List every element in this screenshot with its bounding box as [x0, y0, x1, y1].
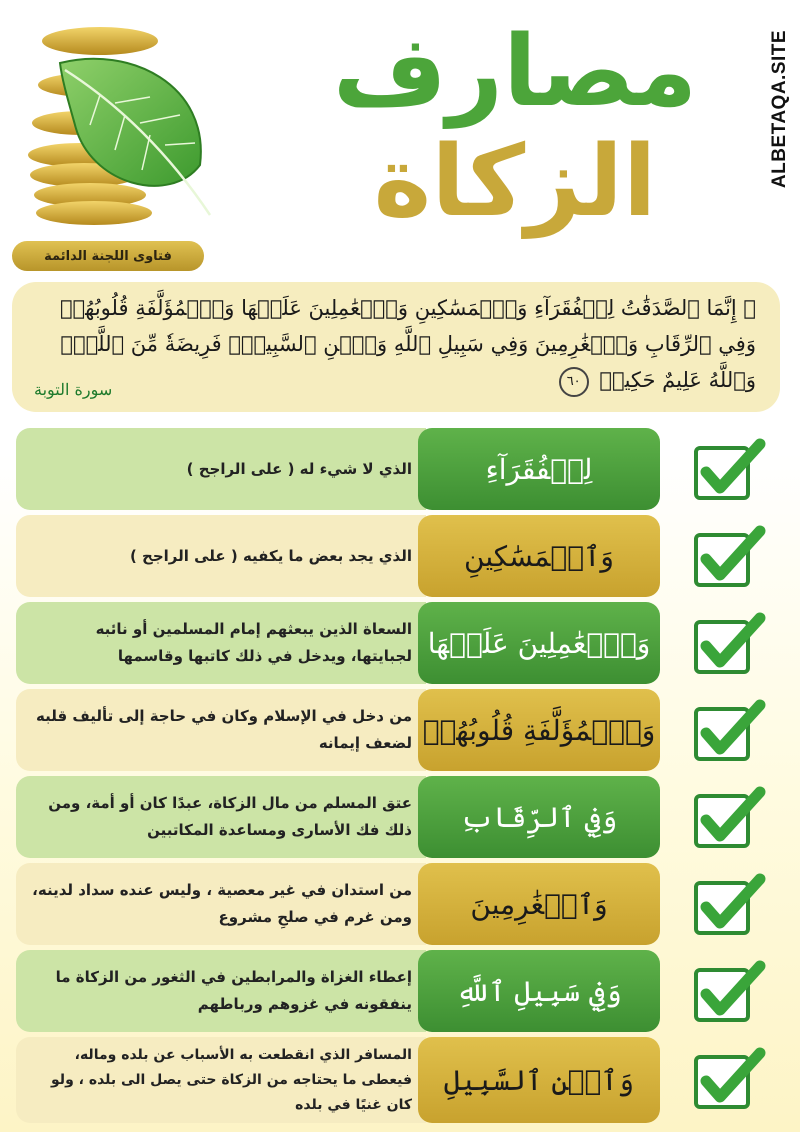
recipient-term: وَٱلۡمُؤَلَّفَةِ قُلُوبُهُمۡ [418, 689, 660, 771]
recipient-row-wayfarer [16, 1037, 660, 1123]
recipient-term: وَفِي سَبِيلِ ٱللَّهِ [418, 950, 660, 1032]
recipient-row-poor [16, 428, 660, 510]
recipient-description: عتق المسلم من مال الزكاة، عبدًا كان أو أمة، ومن ذلك فك الأسارى ومساعدة المكاتبين [16, 776, 426, 858]
coins-leaf-logo [20, 15, 220, 235]
recipient-description: إعطاء الغزاة والمرابطين في الثغور من الزكاة ما ينفقونه في غزوهم ورباطهم [16, 950, 426, 1032]
recipient-description: من استدان في غير معصية ، وليس عنده سداد لدينه، ومن غرم في صلحِ مشروع [16, 863, 426, 945]
recipient-row-needy [16, 515, 660, 597]
recipient-term: لِلۡفُقَرَآءِ [418, 428, 660, 510]
verse-body: ﴿ إِنَّمَا ٱلصَّدَقَٰتُ لِلۡفُقَرَآءِ وَٱلۡمَسَٰكِينِ وَٱلۡعَٰمِلِينَ عَلَيۡهَا وَٱلۡمُؤَلَّفَةِ قُلُوبُهُمۡ وَفِي ٱلرِّقَابِ وَٱلۡغَٰرِمِينَ وَفِي سَبِيلِ ٱللَّهِ وَٱبۡنِ ٱلسَّبِيلِۖ فَرِيضَةٗ مِّنَ ٱللَّهِۗ وَٱللَّهُ عَلِيمٌ حَكِيمٞ [59, 296, 756, 392]
site-url-text: ALBETAQA.SITE [769, 29, 790, 189]
check-icon [690, 697, 768, 767]
recipient-description: السعاة الذين يبعثهم إمام المسلمين أو نائبه لجبايتها، ويدخل في ذلك كاتبها وقاسمها [16, 602, 426, 684]
recipient-term: وَٱلۡغَٰرِمِينَ [418, 863, 660, 945]
title-line1: مصارف [332, 15, 698, 129]
recipient-description: الذي يجد بعض ما يكفيه ( على الراجح ) [16, 515, 426, 597]
source-badge: فتاوى اللجنة الدائمة [12, 241, 204, 271]
recipient-term: وَٱبۡنِ ٱلسَّبِيلِ [418, 1037, 660, 1123]
recipient-row-debtors [16, 863, 660, 945]
check-icon [690, 523, 768, 593]
recipient-description: الذي لا شيء له ( على الراجح ) [16, 428, 426, 510]
check-icon [690, 436, 768, 506]
verse-text [36, 290, 756, 402]
recipient-term: وَٱلۡعَٰمِلِينَ عَلَيۡهَا [418, 602, 660, 684]
recipient-description: المسافر الذي انقطعت به الأسباب عن بلده وماله، فيعطى ما يحتاجه من الزكاة حتى يصل الى بلده ، ولو كان غنيًا في بلده [16, 1037, 426, 1123]
recipient-row-hearts [16, 689, 660, 771]
title-line2: الزكاة [373, 125, 657, 239]
recipient-description: من دخل في الإسلام وكان في حاجة إلى تأليف قلبه لضعف إيمانه [16, 689, 426, 771]
check-icon [690, 871, 768, 941]
check-icon [690, 784, 768, 854]
check-icon [690, 610, 768, 680]
check-icon [690, 958, 768, 1028]
check-icon [690, 1045, 768, 1115]
recipient-row-collectors [16, 602, 660, 684]
site-url [766, 14, 794, 204]
verse-number: ٦٠ [559, 367, 589, 397]
recipient-term: وَفِي ٱلرِّقَابِ [418, 776, 660, 858]
verse-box [12, 282, 780, 412]
recipient-row-cause-of-allah [16, 950, 660, 1032]
recipient-row-captives [16, 776, 660, 858]
surah-name: سورة التوبة [34, 380, 113, 399]
recipient-term: وَٱلۡمَسَٰكِينِ [418, 515, 660, 597]
